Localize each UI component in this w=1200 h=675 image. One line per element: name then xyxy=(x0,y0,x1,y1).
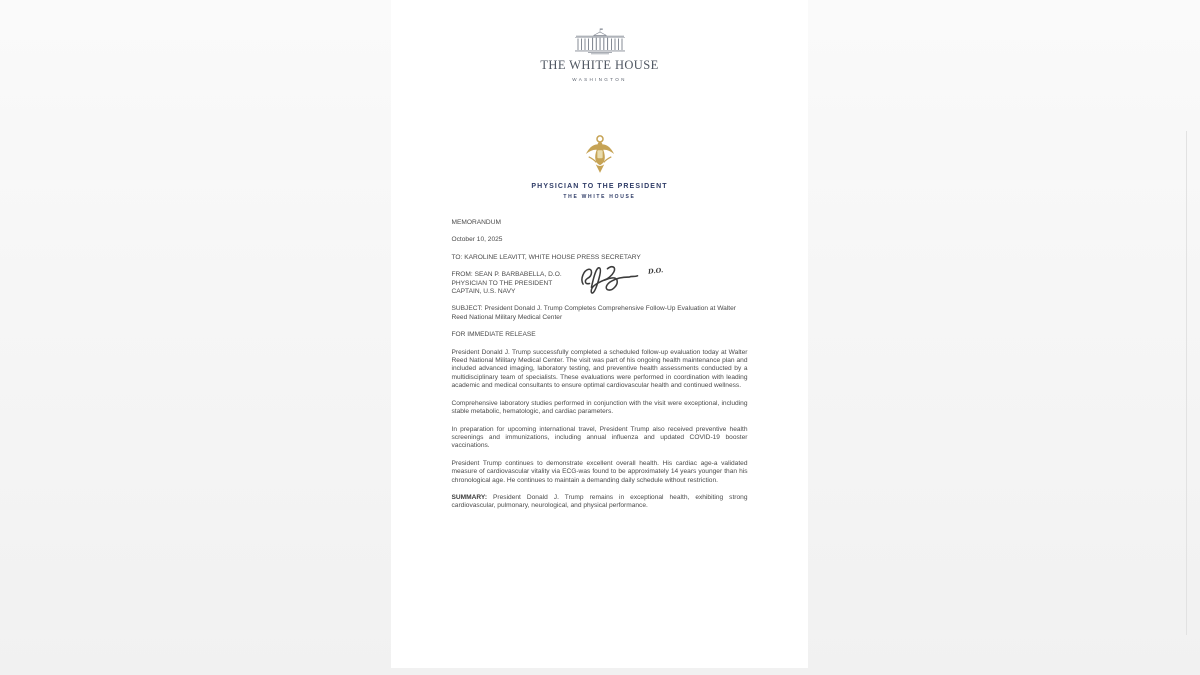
memo-from-line1: FROM: SEAN P. BARBABELLA, D.O. xyxy=(451,271,562,279)
memo-subject-line: SUBJECT: President Donald J. Trump Completes Comprehensive Follow-Up Evaluation at Walter Reed National Military Medical Center xyxy=(451,305,736,321)
letterhead-title: THE WHITE HOUSE xyxy=(540,58,659,72)
memo-to-line: TO: KAROLINE LEAVITT, WHITE HOUSE PRESS SECRETARY xyxy=(451,253,641,261)
memo-paragraph: Comprehensive laboratory studies performed in conjunction with the visit were exceptional, including stable metabolic, hematologic, and cardiac parameters. xyxy=(451,399,748,416)
letterhead-subtitle: WASHINGTON xyxy=(572,77,627,82)
page-edge-rule xyxy=(1186,131,1187,635)
memo-summary-text: President Donald J. Trump remains in exceptional health, exhibiting strong cardiovascular, pulmonary, neurological, and physical performance. xyxy=(451,493,748,510)
memo-from-line3: CAPTAIN, U.S. NAVY xyxy=(451,288,516,296)
signature-autograph xyxy=(578,257,642,301)
memo-summary xyxy=(452,494,748,511)
memo-label: MEMORANDUM xyxy=(451,219,501,226)
memo-from-line2: PHYSICIAN TO THE PRESIDENT xyxy=(451,279,553,287)
document-page xyxy=(391,0,808,668)
letterhead xyxy=(391,28,808,82)
signature-credential-note: D.O. xyxy=(647,266,664,276)
memo-date: October 10, 2025 xyxy=(451,236,503,244)
memo-body xyxy=(452,219,748,511)
memo-summary-label: SUMMARY: xyxy=(451,493,488,501)
white-house-building-icon xyxy=(574,28,626,55)
memo-from-block xyxy=(451,266,748,296)
gold-eagle-seal-icon xyxy=(584,134,616,174)
office-heading xyxy=(391,134,808,200)
memo-release-line: FOR IMMEDIATE RELEASE xyxy=(451,331,536,339)
office-subtitle: THE WHITE HOUSE xyxy=(563,194,636,200)
office-title: PHYSICIAN TO THE PRESIDENT xyxy=(531,183,668,190)
memo-paragraph: In preparation for upcoming international travel, President Trump also received preventive health screenings and immunizations, including annual influenza and updated COVID-19 booster vaccinations. xyxy=(451,425,748,450)
memo-paragraph: President Donald J. Trump successfully completed a scheduled follow-up evaluation today at Walter Reed National Military Medical Center. The visit was part of his ongoing health maintenance plan and included advanced imaging, laboratory testing, and preventive health assessments conducted by a multidisciplinary team of specialists. These evaluations were performed in coordination with leading academic and medical consultants to ensure optimal cardiovascular health and continued wellness. xyxy=(451,348,748,390)
memo-paragraph: President Trump continues to demonstrate excellent overall health. His cardiac age-a validated measure of cardiovascular vitality via ECG-was found to be approximately 14 years younger than his chronological age. He continues to maintain a demanding daily schedule without restriction. xyxy=(451,459,748,484)
